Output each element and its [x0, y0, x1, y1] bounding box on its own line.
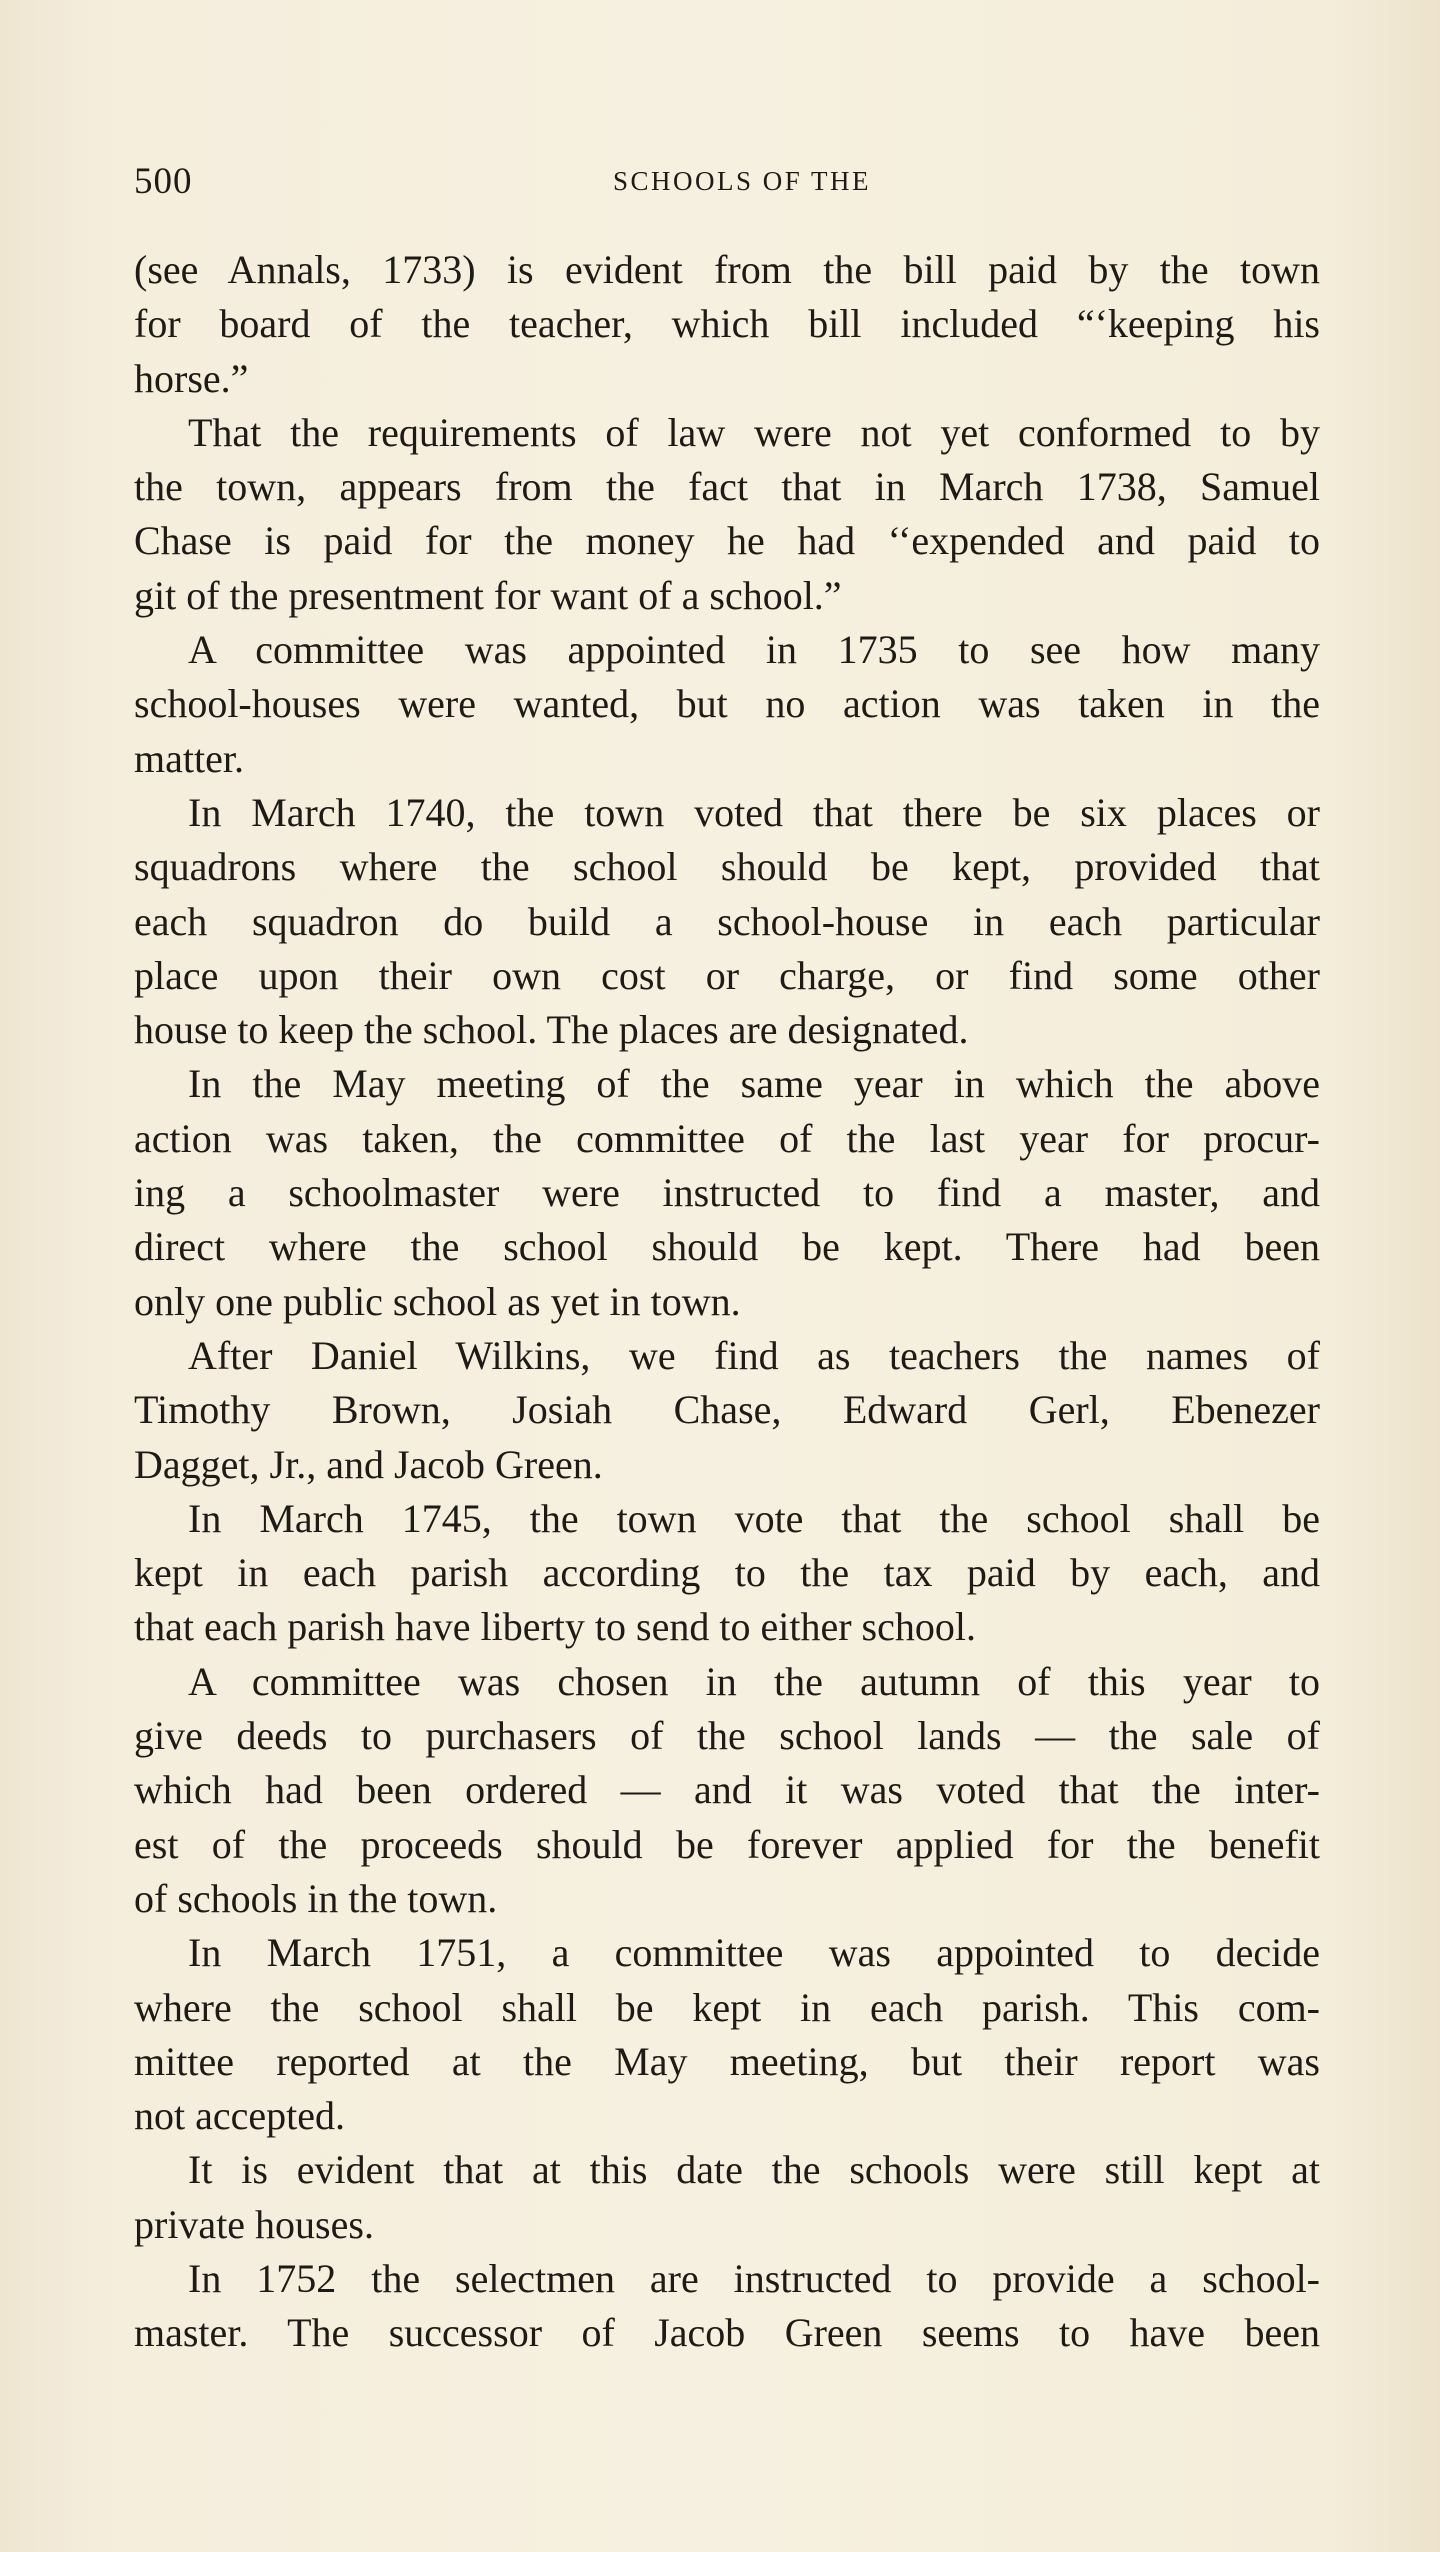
running-head: SCHOOLS OF THE: [612, 166, 872, 196]
text-line: In the May meeting of the same year in which the above: [188, 1061, 1320, 1107]
paragraph: [134, 2143, 1320, 2252]
text-line: In March 1740, the town voted that there be six places or: [188, 789, 1320, 835]
text-line: master. The successor of Jacob Green seems to have been: [134, 2310, 1320, 2356]
text-line: horse.”: [134, 355, 249, 401]
text-line: A committee was chosen in the autumn of this year to: [188, 1658, 1320, 1704]
text-line: Dagget, Jr., and Jacob Green.: [134, 1441, 603, 1487]
text-line: each squadron do build a school-house in each particular: [134, 898, 1320, 944]
text-line: git of the presentment for want of a school.”: [134, 572, 842, 618]
text-line: squadrons where the school should be kept, provided that: [134, 844, 1320, 890]
text-line: (see Annals, 1733) is evident from the bill paid by the town: [134, 247, 1320, 292]
text-line: the town, appears from the fact that in March 1738, Samuel: [134, 464, 1320, 510]
text-line: for board of the teacher, which bill included “‘keeping his: [134, 301, 1320, 347]
text-line: direct where the school should be kept. There had been: [134, 1224, 1320, 1270]
text-line: that each parish have liberty to send to either school.: [134, 1604, 976, 1650]
text-line: matter.: [134, 735, 244, 781]
text-line: After Daniel Wilkins, we find as teachers the names of: [188, 1332, 1320, 1378]
text-line: house to keep the school. The places are designated.: [134, 1007, 969, 1053]
paragraph: [134, 786, 1320, 1057]
text-line: kept in each parish according to the tax paid by each, and: [134, 1550, 1320, 1596]
text-line: ing a schoolmaster were instructed to find a master, and: [134, 1170, 1320, 1216]
text-line: Timothy Brown, Josiah Chase, Edward Gerl, Ebenezer: [134, 1387, 1320, 1433]
paragraph: [134, 243, 1320, 406]
text-line: school-houses were wanted, but no action was taken in the: [134, 681, 1320, 727]
text-line: give deeds to purchasers of the school lands — the sale of: [134, 1713, 1320, 1759]
text-line: place upon their own cost or charge, or find some other: [134, 952, 1320, 998]
paragraph: [134, 406, 1320, 623]
text-line: of schools in the town.: [134, 1875, 498, 1921]
paragraph: [134, 1057, 1320, 1328]
text-line: not accepted.: [134, 2093, 345, 2139]
text-line: It is evident that at this date the schools were still kept at: [188, 2147, 1320, 2193]
paragraph: [134, 1492, 1320, 1655]
text-line: A committee was appointed in 1735 to see how many: [188, 627, 1320, 673]
page-header: [134, 160, 1320, 210]
text-line: private houses.: [134, 2201, 374, 2247]
text-line: In March 1751, a committee was appointed to decide: [188, 1930, 1320, 1976]
text-line: In March 1745, the town vote that the school shall be: [188, 1495, 1320, 1541]
text-line: That the requirements of law were not yet conformed to by: [188, 409, 1320, 455]
text-line: only one public school as yet in town.: [134, 1278, 741, 1324]
text-line: action was taken, the committee of the last year for procur-: [134, 1115, 1320, 1161]
text-line: est of the proceeds should be forever applied for the benefit: [134, 1821, 1320, 1867]
paragraph: [134, 2252, 1320, 2361]
body-text: [134, 243, 1320, 2361]
text-line: where the school shall be kept in each parish. This com-: [134, 1984, 1320, 2030]
text-line: which had been ordered — and it was voted that the inter-: [134, 1767, 1320, 1813]
text-line: In 1752 the selectmen are instructed to provide a school-: [188, 2255, 1320, 2301]
paragraph: [134, 1655, 1320, 1926]
paragraph: [134, 1926, 1320, 2143]
paragraph: [134, 1329, 1320, 1492]
text-line: mittee reported at the May meeting, but their report was: [134, 2038, 1320, 2084]
page-number: 500: [134, 161, 193, 202]
text-line: Chase is paid for the money he had ‘‘expended and paid to: [134, 518, 1320, 564]
paragraph: [134, 623, 1320, 786]
